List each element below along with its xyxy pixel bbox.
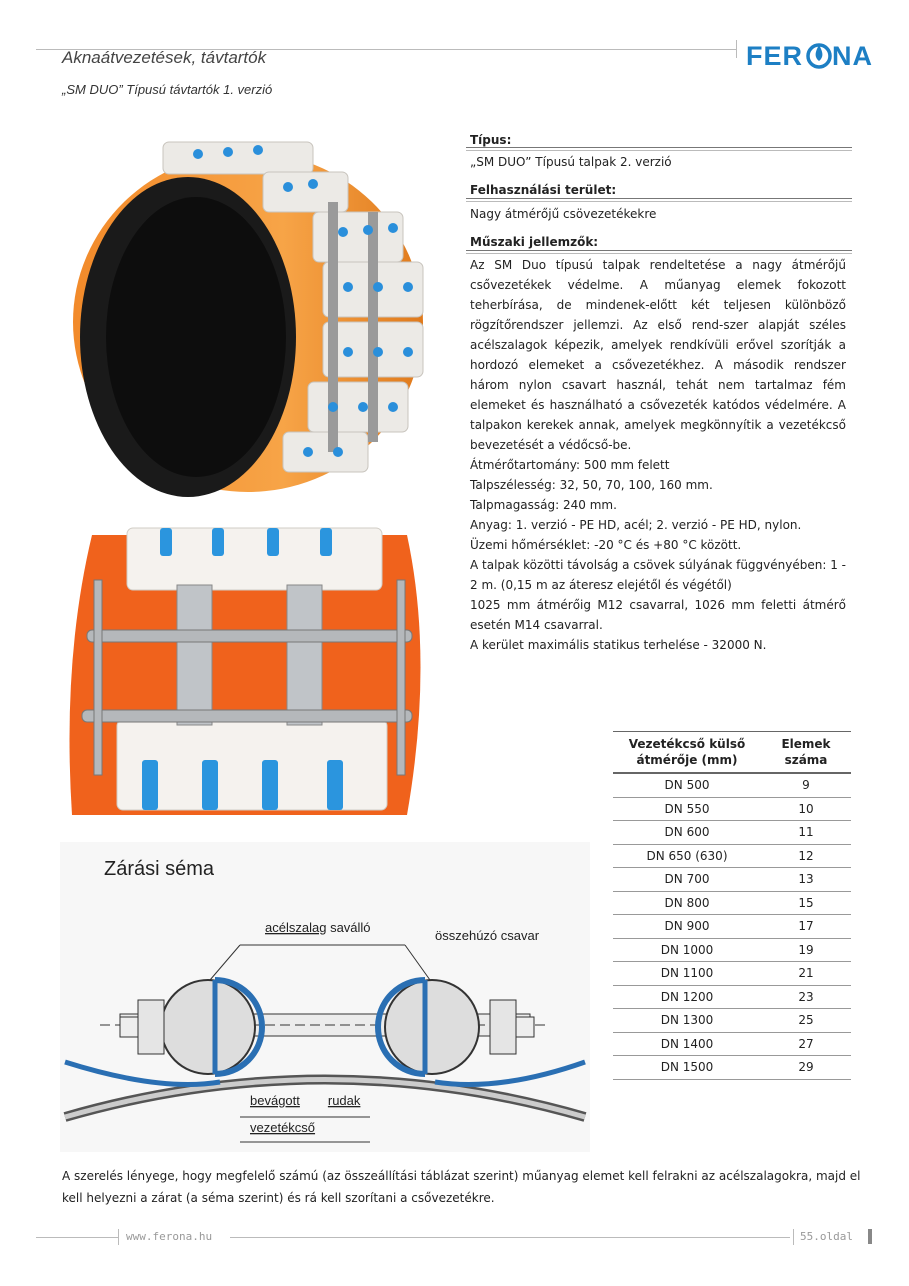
table-row: DN 1200 23 xyxy=(613,986,851,1010)
label-cut-b: rudak xyxy=(327,1093,361,1108)
footer-url[interactable]: www.ferona.hu xyxy=(126,1230,213,1243)
svg-text:NA: NA xyxy=(832,41,873,70)
desc-line-material: Anyag: 1. verzió - PE HD, acél; 2. verzió - PE HD, nylon. xyxy=(470,518,802,532)
desc-line-temperature: Üzemi hőmérséklet: -20 °C és +80 °C között. xyxy=(470,538,742,552)
desc-line-distance: A talpak közötti távolság a csövek súlyának függvényében: 1 - 2 m. (0,15 m az áteresz elejétől és végétől) xyxy=(470,558,846,592)
table-row: DN 500 9 xyxy=(613,774,851,798)
footer-rule-middle xyxy=(230,1237,790,1238)
desc-paragraph: Az SM Duo típusú talpak rendeltetése a nagy átmérőjű csővezetékek védelme. A műanyag elemek fokozott teherbírása, de mindenek-előtt két teljesen különböző rögzítőrendszer jellemzi. Az első rend-szer alapját széles acélszalagok képezik, amelyek rendkívüli erővel szorítják a hordozó elemeket a csővezetékhez. A második rendszer három nylon csavart használ, tehát nem tartalmaz fém elemeket és használható a csővezeték katódos védelmére. A talpakon kerekek annak, amelyek megkönnyítik a vezetékcső bevezetését a védőcső-be. xyxy=(470,258,846,452)
desc-line-height: Talpmagasság: 240 mm. xyxy=(470,498,617,512)
header-tick xyxy=(736,40,737,58)
technical-description xyxy=(470,255,846,655)
svg-text:acélszalag saválló xyxy=(265,920,371,935)
footer-tick-left xyxy=(118,1229,119,1245)
label-cut-a: bevágott xyxy=(250,1093,300,1108)
assembly-note: A szerelés lényege, hogy megfelelő számú (az összeállítási táblázat szerint) műanyag elemet kell felrakni az acélszalagokra, majd el kell helyezni a zárat (a séma szerint) és rá kell szorítani a csővezetékre. xyxy=(62,1169,861,1205)
desc-line-diameter: Átmérőtartomány: 500 mm felett xyxy=(470,458,670,472)
table-row: DN 1500 29 xyxy=(613,1056,851,1080)
label-bolt: összehúzó csavar xyxy=(435,928,540,943)
spacer-photo-2 xyxy=(62,520,434,815)
spacer-photo-1 xyxy=(68,132,434,502)
table-header-count: Elemek száma xyxy=(781,737,831,767)
table-header xyxy=(613,732,851,774)
table-header-diameter: Vezetékcső külső átmérője (mm) xyxy=(628,737,746,767)
specs-rule xyxy=(466,250,852,254)
table-row: DN 900 17 xyxy=(613,915,851,939)
ferona-logo xyxy=(746,38,874,70)
page-subtitle: „SM DUO” Típusú távtartók 1. verzió xyxy=(62,82,273,97)
svg-text:FER: FER xyxy=(746,41,803,70)
diagram-title: Zárási séma xyxy=(104,858,215,880)
specs-heading: Műszaki jellemzők: xyxy=(470,235,599,249)
table-row: DN 1400 27 xyxy=(613,1033,851,1057)
footer-tick-right xyxy=(793,1229,794,1245)
desc-line-bolts: 1025 mm átmérőig M12 csavarral, 1026 mm feletti átmérő esetén M14 csavarral. xyxy=(470,598,846,632)
label-steel-band-b: saválló xyxy=(330,920,371,935)
elements-table xyxy=(613,731,851,1080)
page-number: 55.oldal xyxy=(800,1230,853,1243)
desc-line-load: A kerület maximális statikus terhelése - 32000 N. xyxy=(470,638,767,652)
table-row: DN 650 (630) 12 xyxy=(613,845,851,869)
label-pipe: vezetékcső xyxy=(250,1120,316,1135)
table-row: DN 700 13 xyxy=(613,868,851,892)
table-row: DN 800 15 xyxy=(613,892,851,916)
usage-rule xyxy=(466,198,852,202)
footer-rule-left xyxy=(36,1237,118,1238)
type-heading: Típus: xyxy=(470,133,512,147)
table-row: DN 600 11 xyxy=(613,821,851,845)
table-row: DN 1100 21 xyxy=(613,962,851,986)
logo-drop-icon xyxy=(808,45,830,67)
type-rule xyxy=(466,147,852,151)
type-value: „SM DUO” Típusú talpak 2. verzió xyxy=(470,155,672,169)
footer-bar xyxy=(868,1229,872,1244)
table-row: DN 1000 19 xyxy=(613,939,851,963)
table-row: DN 550 10 xyxy=(613,798,851,822)
desc-line-width: Talpszélesség: 32, 50, 70, 100, 160 mm. xyxy=(470,478,713,492)
label-steel-band-a: acélszalag xyxy=(265,920,327,935)
table-row: DN 1300 25 xyxy=(613,1009,851,1033)
usage-value: Nagy átmérőjű csövezetékekre xyxy=(470,207,657,221)
page-title: Aknaátvezetések, távtartók xyxy=(62,48,267,67)
usage-heading: Felhasználási terület: xyxy=(470,183,617,197)
closing-scheme-diagram xyxy=(60,842,590,1152)
